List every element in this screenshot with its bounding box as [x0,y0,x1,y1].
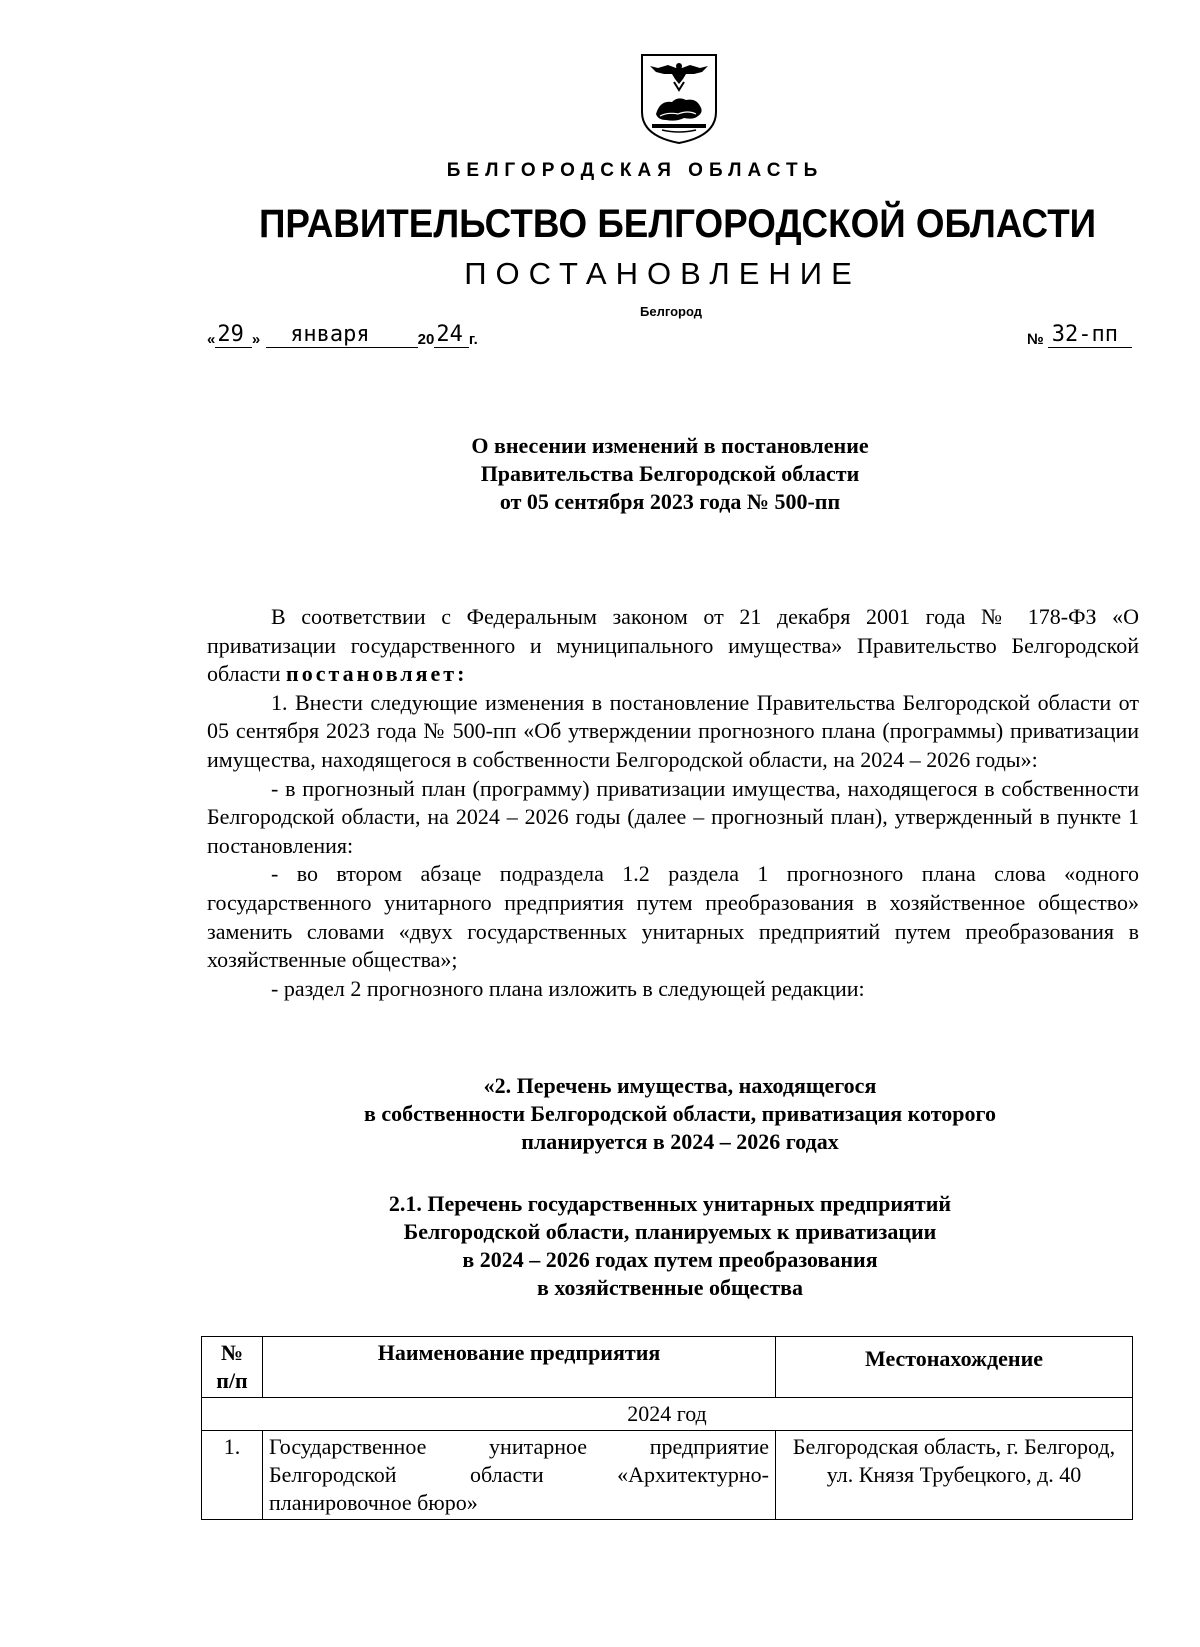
heading-line: в 2024 – 2026 годах путем преобразования [462,1247,878,1272]
number-value: 32-пп [1048,323,1132,348]
document-title [300,432,1040,516]
document-body [207,603,1139,1003]
preamble-text: В соответствии с Федеральным законом от 21 декабря 2001 года № 178-ФЗ «О приватизации государственного и муниципального имущества» Правительство Белгородской области [207,604,1139,687]
number-label: № [1027,331,1044,348]
row-enterprise-name: Государственное унитарное предприятие Белгородской области «Архитектурно-планировочное бюро» [263,1431,776,1520]
enterprises-table [201,1336,1133,1520]
header-number [202,1337,263,1398]
amendment-paragraph: - раздел 2 прогнозного плана изложить в следующей редакции: [271,975,865,1001]
city-name: Белгород [640,304,702,319]
date-suffix: г. [468,331,478,348]
heading-line: «2. Перечень имущества, находящегося [483,1073,877,1098]
date-close-quote: » [251,331,261,348]
header-name: Наименование предприятия [263,1337,776,1398]
header-number-line2: п/п [216,1368,248,1393]
date-month: января [266,323,417,348]
date-year: 24 [434,323,469,348]
coat-of-arms-icon [638,52,720,146]
row-number: 1. [202,1431,263,1520]
heading-line: 2.1. Перечень государственных унитарных предприятий [388,1191,952,1216]
heading-line: в хозяйственные общества [536,1275,804,1300]
clause-1-paragraph: 1. Внести следующие изменения в постановление Правительства Белгородской области от 05 сентября 2023 года № 500-пп «Об утверждении прогнозного плана (программы) приватизации имущества, находящегося в собственности Белгородской области, на 2024 – 2026 годы»: [207,689,1139,772]
table-year-row [202,1398,1133,1431]
heading-line: в собственности Белгородской области, приватизация которого [364,1101,996,1126]
date-day: 29 [215,323,252,348]
government-name: ПРАВИТЕЛЬСТВО БЕЛГОРОДСКОЙ ОБЛАСТИ [258,202,1097,246]
region-name: БЕЛГОРОДСКАЯ ОБЛАСТЬ [446,160,824,181]
table-row [202,1431,1133,1520]
date-century: 20 [417,331,435,348]
amendment-paragraph: - во втором абзаце подраздела 1.2 раздела 1 прогнозного плана слова «одного государственного унитарного предприятия путем преобразования в хозяйственное общество» заменить словами «двух государственных унитарных предприятий путем преобразования в хозяйственные общества»; [207,861,1139,973]
document-date [207,318,478,348]
subsection-2-1-heading [270,1190,1070,1302]
title-line: от 05 сентября 2023 года № 500-пп [499,489,841,514]
year-label: 2024 год [202,1398,1133,1431]
header-number-line1: № [220,1340,244,1365]
table-header-row [202,1337,1133,1398]
title-line: О внесении изменений в постановление [471,433,869,458]
row-location: Белгородская область, г. Белгород, ул. Князя Трубецкого, д. 40 [776,1431,1133,1520]
decree-keyword: постановляет: [286,661,468,687]
preamble-paragraph [207,603,1139,689]
amendment-paragraph: - в прогнозный план (программу) приватизации имущества, находящегося в собственности Белгородской области, на 2024 – 2026 годы (далее – прогнозный план), утвержденный в пункте 1 постановления: [207,775,1139,858]
title-line: Правительства Белгородской области [480,461,860,486]
date-open-quote: « [207,331,216,348]
document-number [1027,318,1132,348]
heading-line: планируется в 2024 – 2026 годах [521,1129,839,1154]
document-type: ПОСТАНОВЛЕНИЕ [464,256,861,291]
header-location: Местонахождение [776,1337,1133,1398]
heading-line: Белгородской области, планируемых к приватизации [403,1219,937,1244]
section-2-heading [220,1072,1140,1156]
